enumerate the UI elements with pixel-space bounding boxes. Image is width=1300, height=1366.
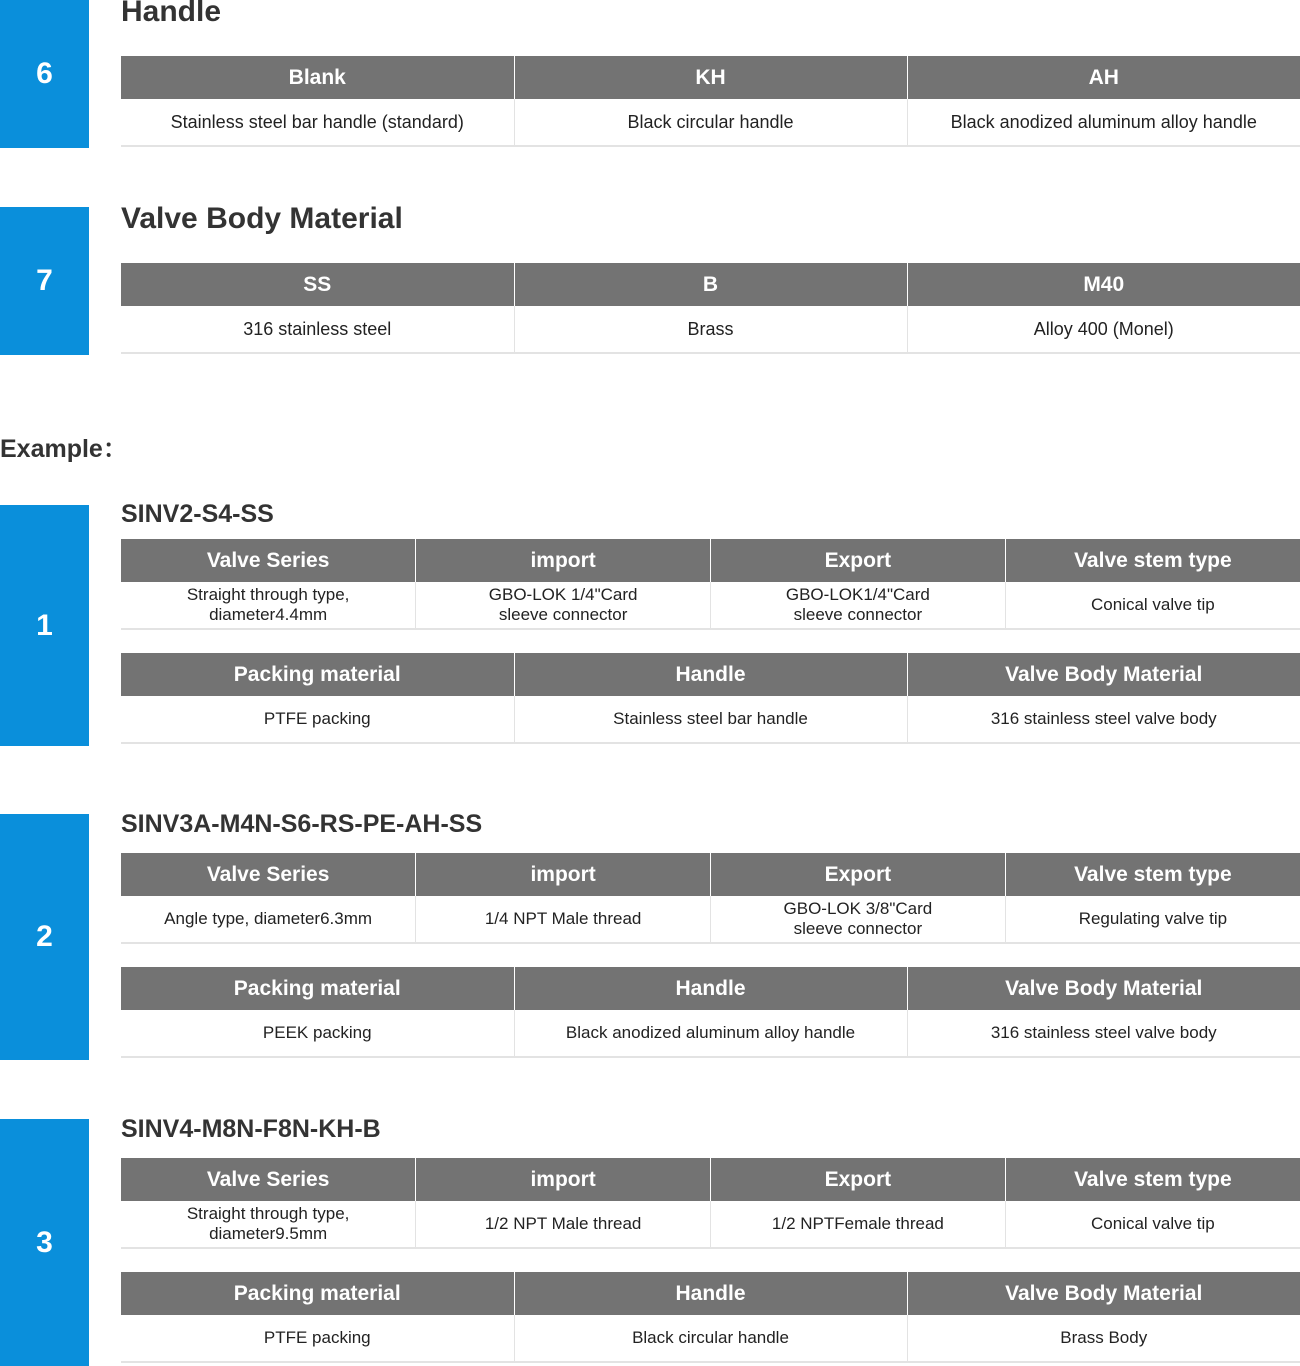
example-spec-table xyxy=(121,1158,1300,1249)
table-cell xyxy=(711,582,1006,629)
table-cell: 1/2 NPTFemale thread xyxy=(711,1201,1006,1248)
section-title-handle: Handle xyxy=(121,0,222,28)
header-cell: Valve Series xyxy=(121,853,416,896)
table-cell xyxy=(416,582,711,629)
example-spec-table xyxy=(121,539,1300,630)
header-cell: AH xyxy=(907,56,1300,99)
header-cell: Blank xyxy=(121,56,514,99)
header-cell: Valve Series xyxy=(121,1158,416,1201)
example-spec-table xyxy=(121,967,1300,1058)
cell-line: sleeve connector xyxy=(498,605,628,624)
section-number-badge: 7 xyxy=(0,207,89,355)
table-cell: Alloy 400 (Monel) xyxy=(907,306,1300,353)
table-cell: Brass xyxy=(514,306,907,353)
table-cell: PTFE packing xyxy=(121,1315,514,1362)
example-code: SINV2-S4-SS xyxy=(121,500,274,528)
header-cell: import xyxy=(416,539,711,582)
table-header-row xyxy=(121,539,1300,582)
table-row xyxy=(121,1315,1300,1362)
header-cell: B xyxy=(514,263,907,306)
header-cell: Export xyxy=(711,853,1006,896)
table-cell xyxy=(121,582,416,629)
example-code: SINV3A-M4N-S6-RS-PE-AH-SS xyxy=(121,810,483,838)
cell-line: GBO-LOK 3/8"Card xyxy=(783,899,933,919)
section-number-badge: 6 xyxy=(0,0,89,148)
header-cell: Packing material xyxy=(121,653,514,696)
header-cell: Valve Body Material xyxy=(907,1272,1300,1315)
example-label: Example： xyxy=(0,435,128,463)
example-number-badge: 3 xyxy=(0,1119,89,1366)
example-spec-table xyxy=(121,1272,1300,1363)
handle-options-table xyxy=(121,56,1300,147)
table-row xyxy=(121,696,1300,743)
table-header-row xyxy=(121,853,1300,896)
cell-line: diameter4.4mm xyxy=(209,605,328,624)
table-header-row xyxy=(121,263,1300,306)
cell-line: Straight through type, xyxy=(186,1204,350,1224)
header-cell: SS xyxy=(121,263,514,306)
table-cell: Black anodized aluminum alloy handle xyxy=(907,99,1300,146)
example-code: SINV4-M8N-F8N-KH-B xyxy=(121,1115,381,1143)
table-cell: 1/4 NPT Male thread xyxy=(416,896,711,943)
header-cell: Valve Body Material xyxy=(907,653,1300,696)
table-cell: Black anodized aluminum alloy handle xyxy=(514,1010,907,1057)
header-cell: Handle xyxy=(514,653,907,696)
table-row xyxy=(121,1010,1300,1057)
table-header-row xyxy=(121,653,1300,696)
table-header-row xyxy=(121,967,1300,1010)
table-row xyxy=(121,306,1300,353)
cell-line: sleeve connector xyxy=(793,605,923,624)
table-header-row xyxy=(121,56,1300,99)
table-header-row xyxy=(121,1272,1300,1315)
table-cell: Stainless steel bar handle (standard) xyxy=(121,99,514,146)
header-cell: import xyxy=(416,1158,711,1201)
header-cell: Packing material xyxy=(121,1272,514,1315)
table-cell: PTFE packing xyxy=(121,696,514,743)
header-cell: Export xyxy=(711,1158,1006,1201)
header-cell: import xyxy=(416,853,711,896)
table-cell: PEEK packing xyxy=(121,1010,514,1057)
table-cell: Black circular handle xyxy=(514,99,907,146)
example-number-badge: 2 xyxy=(0,814,89,1060)
cell-line: sleeve connector xyxy=(793,919,923,938)
table-cell: Brass Body xyxy=(907,1315,1300,1362)
header-cell: Handle xyxy=(514,967,907,1010)
cell-line: Straight through type, xyxy=(186,585,350,605)
cell-line: GBO-LOK 1/4"Card xyxy=(488,585,638,605)
table-row xyxy=(121,896,1300,943)
table-cell: 316 stainless steel valve body xyxy=(907,1010,1300,1057)
header-cell: Packing material xyxy=(121,967,514,1010)
table-cell: 1/2 NPT Male thread xyxy=(416,1201,711,1248)
header-cell: Valve stem type xyxy=(1005,1158,1300,1201)
table-cell: Conical valve tip xyxy=(1005,1201,1300,1248)
table-cell: Angle type, diameter6.3mm xyxy=(121,896,416,943)
table-cell xyxy=(121,1201,416,1248)
example-number-badge: 1 xyxy=(0,505,89,746)
table-cell: Conical valve tip xyxy=(1005,582,1300,629)
table-row xyxy=(121,99,1300,146)
cell-line: GBO-LOK1/4"Card xyxy=(785,585,930,605)
table-row xyxy=(121,582,1300,629)
table-cell: Regulating valve tip xyxy=(1005,896,1300,943)
header-cell: M40 xyxy=(907,263,1300,306)
header-cell: Valve stem type xyxy=(1005,853,1300,896)
table-header-row xyxy=(121,1158,1300,1201)
table-row xyxy=(121,1201,1300,1248)
table-cell: Black circular handle xyxy=(514,1315,907,1362)
example-spec-table xyxy=(121,653,1300,744)
header-cell: Valve Series xyxy=(121,539,416,582)
table-cell: 316 stainless steel valve body xyxy=(907,696,1300,743)
header-cell: Valve Body Material xyxy=(907,967,1300,1010)
header-cell: Valve stem type xyxy=(1005,539,1300,582)
example-spec-table xyxy=(121,853,1300,944)
cell-line: diameter9.5mm xyxy=(209,1224,328,1243)
header-cell: Handle xyxy=(514,1272,907,1315)
table-cell: 316 stainless steel xyxy=(121,306,514,353)
table-cell: Stainless steel bar handle xyxy=(514,696,907,743)
section-title-valve-body: Valve Body Material xyxy=(121,202,403,235)
header-cell: Export xyxy=(711,539,1006,582)
table-cell xyxy=(711,896,1006,943)
valve-body-options-table xyxy=(121,263,1300,354)
header-cell: KH xyxy=(514,56,907,99)
